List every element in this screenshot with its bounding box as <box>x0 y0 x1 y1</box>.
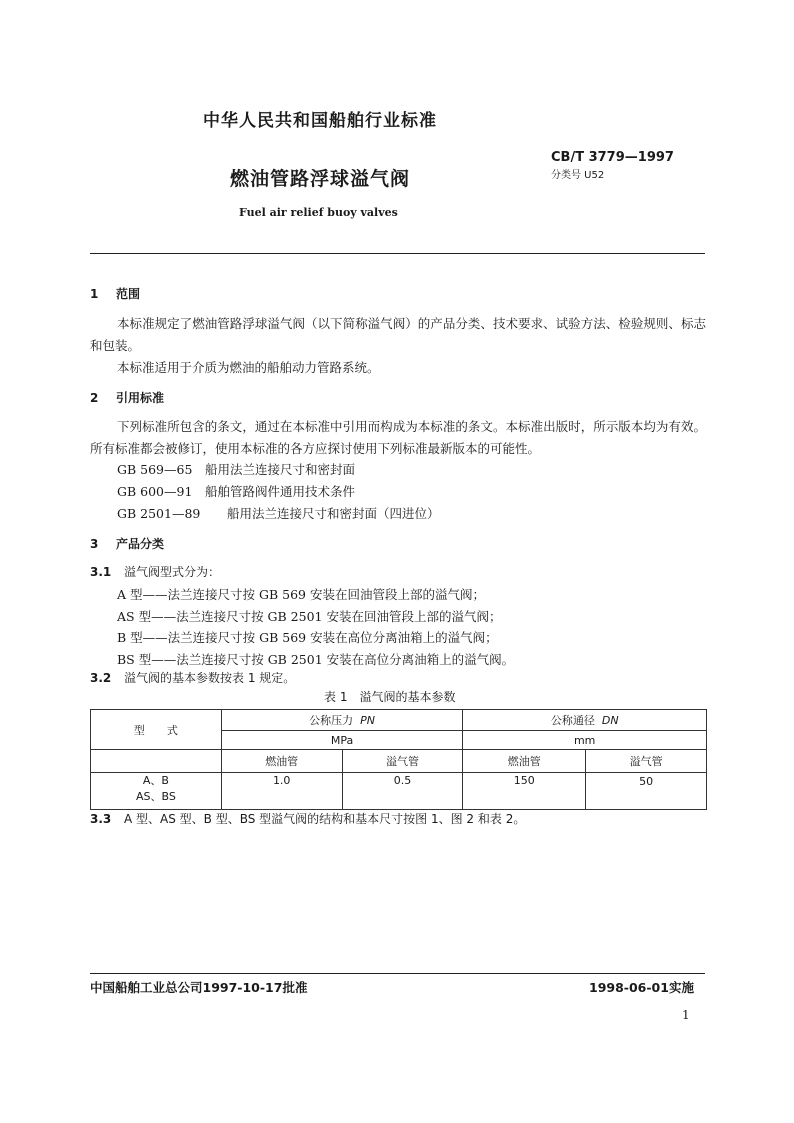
sub-header-fuel-pn: 燃油管 <box>221 750 342 773</box>
sub-header-air-pn: 溢气管 <box>342 750 463 773</box>
section-2-heading <box>90 389 164 406</box>
subsection-3-1 <box>90 563 220 580</box>
section-1-paragraph-2: 本标准适用于介质为燃油的船舶动力管路系统。 <box>117 360 380 375</box>
reference-code: GB 569—65 <box>117 462 193 477</box>
type-item-a: A 型——法兰连接尺寸按 GB 569 安装在回油管段上部的溢气阀； <box>117 587 485 602</box>
pn-air-value: 0.5 <box>342 773 463 810</box>
pn-unit: MPa <box>330 733 354 747</box>
subsection-text: A 型、AS 型、B 型、BS 型溢气阀的结构和基本尺寸按图 1、图 2 和表 2。 <box>124 812 526 826</box>
section-title: 引用标准 <box>116 391 165 405</box>
subsection-text: 溢气阀型式分为： <box>124 565 221 579</box>
reference-code: GB 2501—89 <box>117 506 201 521</box>
row-type-cell <box>91 773 222 810</box>
subsection-number: 3.1 <box>90 565 112 579</box>
empty-cell <box>91 750 222 773</box>
row-type-1: A、B <box>142 774 169 787</box>
subsection-number: 3.3 <box>90 812 112 826</box>
table-1-caption: 表 1 溢气阀的基本参数 <box>324 690 456 704</box>
header-dn-cell <box>463 710 707 731</box>
reference-item <box>117 504 440 522</box>
header-pn-cell <box>221 710 463 731</box>
subsection-number: 3.2 <box>90 671 112 685</box>
section-number: 3 <box>90 537 99 551</box>
sub-header-fuel-dn: 燃油管 <box>463 750 586 773</box>
subsection-3-2 <box>90 669 295 686</box>
dn-symbol: DN <box>601 714 619 727</box>
section-title: 范围 <box>116 287 141 301</box>
subsection-text: 溢气阀的基本参数按表 1 规定。 <box>124 671 296 685</box>
reference-title: 船用法兰连接尺寸和密封面 <box>205 462 356 477</box>
header-divider <box>90 253 705 254</box>
section-2-paragraph-1: 下列标准所包含的条文，通过在本标准中引用而构成为本标准的条文。本标准出版时，所示版本均为有效。所有标准都会被修订，使用本标准的各方应探讨使用下列标准最新版本的可能性。 <box>90 419 706 456</box>
page-number: 1 <box>682 1008 690 1022</box>
approval-line: 中国船舶工业总公司1997-10-17批准 <box>90 980 308 995</box>
section-title: 产品分类 <box>116 537 165 551</box>
table-row <box>91 773 707 810</box>
reference-title: 船舶管路阀件通用技术条件 <box>205 484 356 499</box>
pn-symbol: PN <box>360 714 376 727</box>
classification-number: 分类号 U52 <box>551 170 605 181</box>
pn-label: 公称压力 <box>309 714 354 727</box>
pn-fuel-value: 1.0 <box>221 773 342 810</box>
document-title-en: Fuel air relief buoy valves <box>239 206 398 219</box>
dn-unit: mm <box>573 733 596 747</box>
row-type-2: AS、BS <box>135 790 176 803</box>
dn-label: 公称通径 <box>550 714 595 727</box>
standard-number: CB/T 3779—1997 <box>551 150 674 165</box>
section-1-paragraph-1: 本标准规定了燃油管路浮球溢气阀（以下简称溢气阀）的产品分类、技术要求、试验方法、检验规则、标志和包装。 <box>90 316 706 353</box>
reference-item <box>117 482 355 500</box>
section-number: 2 <box>90 391 99 405</box>
issuing-body: 中华人民共和国船舶行业标准 <box>203 111 437 131</box>
type-item-as: AS 型——法兰连接尺寸按 GB 2501 安装在回油管段上部的溢气阀； <box>117 609 502 624</box>
type-item-b: B 型——法兰连接尺寸按 GB 569 安装在高位分离油箱上的溢气阀； <box>117 630 498 645</box>
section-number: 1 <box>90 287 99 301</box>
header-type-label: 型 式 <box>133 723 178 737</box>
dn-fuel-value: 150 <box>463 773 586 810</box>
section-1-heading <box>90 285 140 302</box>
reference-item <box>117 460 355 478</box>
reference-code: GB 600—91 <box>117 484 193 499</box>
reference-title: 船用法兰连接尺寸和密封面（四进位） <box>227 506 440 521</box>
implementation-date: 1998-06-01实施 <box>589 980 694 995</box>
dn-unit-cell <box>463 731 707 750</box>
pn-unit-cell <box>221 731 463 750</box>
sub-header-air-dn: 溢气管 <box>586 750 707 773</box>
table-1-basic-parameters <box>90 709 707 810</box>
header-type-cell <box>91 710 222 750</box>
document-title-cn: 燃油管路浮球溢气阀 <box>230 168 411 190</box>
subsection-3-3 <box>90 810 525 827</box>
type-item-bs: BS 型——法兰连接尺寸按 GB 2501 安装在高位分离油箱上的溢气阀。 <box>117 652 515 667</box>
dn-air-value: 50 <box>586 773 707 810</box>
section-3-heading <box>90 535 164 552</box>
footer-divider <box>90 973 705 974</box>
